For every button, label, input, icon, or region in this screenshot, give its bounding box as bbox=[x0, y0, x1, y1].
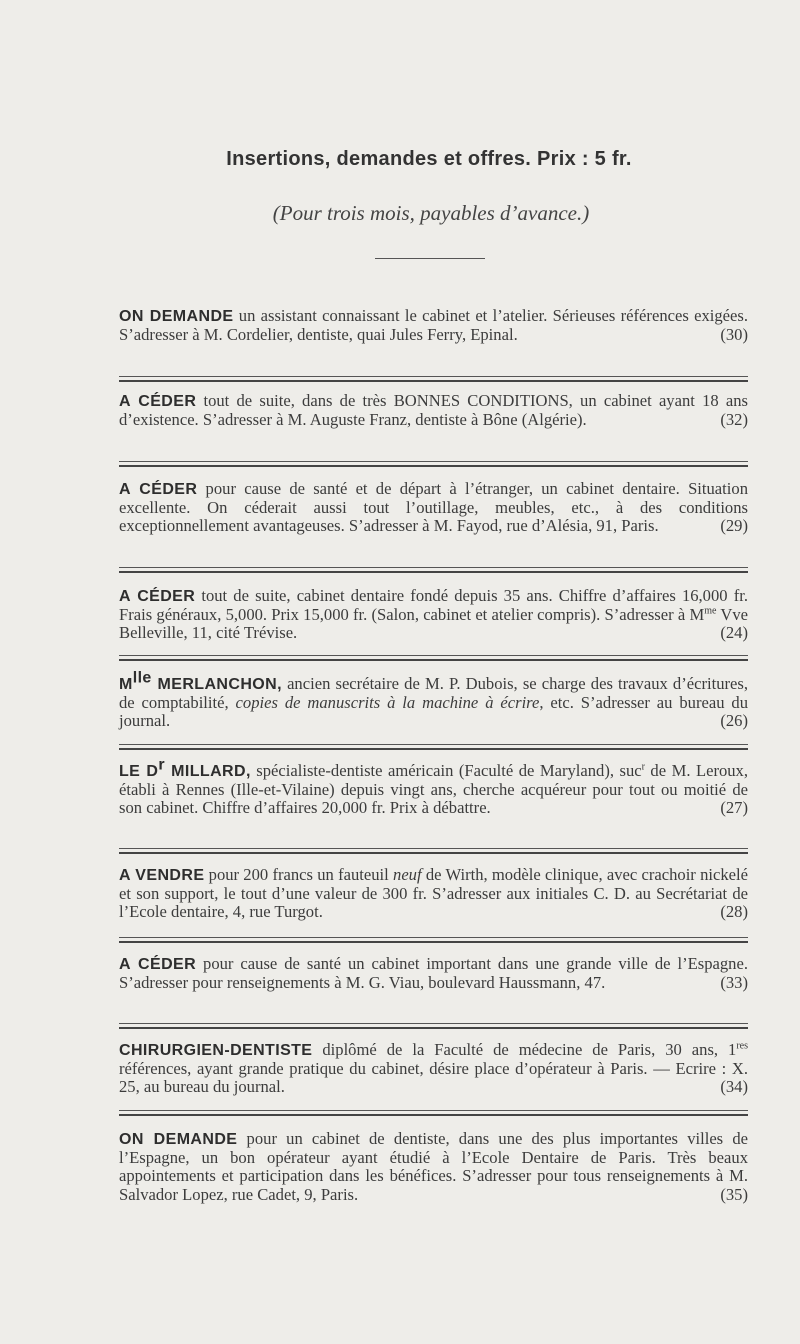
divider bbox=[119, 659, 748, 661]
ad-text: pour 200 francs un fauteuil bbox=[204, 865, 394, 884]
divider bbox=[119, 1114, 748, 1116]
ad-lead: A VENDRE bbox=[119, 867, 205, 884]
ad-lead: A CÉDER bbox=[119, 481, 198, 498]
ad-italic-text: neuf bbox=[393, 865, 422, 884]
divider bbox=[119, 380, 748, 382]
classified-ad-4 bbox=[119, 587, 748, 643]
ad-lead: CHIRURGIEN-DENTISTE bbox=[119, 1042, 313, 1059]
page-title: Insertions, demandes et offres. Prix : 5 fr. bbox=[226, 148, 632, 170]
ad-superscript: res bbox=[736, 1040, 748, 1052]
ad-reference: (30) bbox=[720, 325, 748, 345]
ad-lead: A CÉDER bbox=[119, 956, 197, 973]
divider bbox=[119, 848, 748, 849]
divider bbox=[119, 655, 748, 656]
classified-ad-3 bbox=[119, 480, 748, 536]
ad-lead-superscript: lle bbox=[132, 669, 152, 687]
divider bbox=[119, 461, 748, 462]
divider bbox=[119, 465, 748, 467]
ad-lead: A CÉDER bbox=[119, 393, 197, 410]
ad-text: ancien secrétaire de M. P. Dubois, se charge des travaux d’écritures, de comptabilité, bbox=[119, 674, 748, 713]
ad-text-continued: de M. Leroux, établi à Rennes (Ille-et-Vilaine) depuis vingt ans, cherche acquéreur pour tout ou moitié de son cabinet. Chiffre d’affaires 20,000 fr. Prix à débattre. bbox=[119, 761, 749, 818]
ad-superscript: r bbox=[641, 761, 645, 773]
divider bbox=[119, 571, 748, 573]
ad-reference: (35) bbox=[720, 1184, 748, 1204]
ad-text-continued: de Wirth, modèle clinique, avec crachoir nickelé et son support, le tout d’une valeur de 300 fr. S’adresser aux initiales C. D. au Secrétariat de l’Ecole dentaire, 4, rue Turgot. bbox=[119, 865, 748, 922]
ad-text-continued: Vve Belleville, 11, cité Trévise. bbox=[119, 605, 748, 643]
classified-ad-2 bbox=[119, 392, 748, 429]
ad-reference: (28) bbox=[720, 902, 748, 922]
divider bbox=[119, 567, 748, 568]
divider bbox=[119, 376, 748, 377]
divider bbox=[119, 744, 748, 745]
title-divider bbox=[375, 258, 485, 259]
classified-ad-5 bbox=[119, 669, 748, 731]
classified-ad-7 bbox=[119, 866, 748, 922]
ad-lead-prefix: LE D bbox=[119, 763, 159, 780]
ad-text: pour un cabinet de dentiste, dans une des plus importantes villes de l’Espagne, un bon opérateur ayant étudié à l’Ecole Dentaire de Paris. Très beaux appointements et participation dans les bénéfices. S’adresser pour tous renseignements à M. Salvador Lopez, rue Cadet, 9, Paris. bbox=[119, 1129, 748, 1204]
ad-reference: (29) bbox=[720, 516, 748, 536]
ad-reference: (27) bbox=[720, 798, 748, 818]
divider bbox=[119, 748, 748, 750]
classified-ad-6 bbox=[119, 756, 749, 818]
classified-ad-1 bbox=[119, 307, 748, 344]
ad-reference: (34) bbox=[720, 1077, 748, 1097]
ad-lead: ON DEMANDE bbox=[119, 1131, 238, 1148]
ad-reference: (33) bbox=[720, 973, 748, 993]
divider bbox=[119, 937, 748, 938]
ad-lead-superscript: r bbox=[158, 756, 166, 774]
ad-text: pour cause de santé un cabinet important dans une grande ville de l’Espagne. S’adresser pour renseignements à M. G. Viau, boulevard Haussmann, 47. bbox=[119, 954, 748, 993]
divider bbox=[119, 852, 748, 854]
ad-superscript: me bbox=[704, 605, 717, 617]
ad-lead: ON DEMANDE bbox=[119, 308, 234, 325]
ad-text: tout de suite, cabinet dentaire fondé depuis 35 ans. Chiffre d’affaires 16,000 fr. Frais généraux, 5,000. Prix 15,000 fr. (Salon, cabinet et atelier compris). S’adresser à M bbox=[119, 586, 748, 625]
ad-text: tout de suite, dans de très BONNES CONDITIONS, un cabinet ayant 18 ans d’existence. S’adresser à M. Auguste Franz, dentiste à Bône (Algérie). bbox=[119, 391, 748, 430]
divider bbox=[119, 1027, 748, 1029]
classified-ad-10 bbox=[119, 1130, 748, 1204]
ad-reference: (24) bbox=[720, 623, 748, 643]
ad-reference: (32) bbox=[720, 410, 748, 430]
ad-text: diplômé de la Faculté de médecine de Paris, 30 ans, 1 bbox=[312, 1040, 737, 1059]
ad-italic-text: copies de manuscrits à la machine à écrire bbox=[235, 693, 540, 713]
divider bbox=[119, 941, 748, 943]
divider bbox=[119, 1023, 748, 1024]
page-subtitle: (Pour trois mois, payables d’avance.) bbox=[272, 201, 590, 225]
ad-reference: (26) bbox=[720, 711, 748, 731]
ad-text: spécialiste-dentiste américain (Faculté de Maryland), suc bbox=[250, 761, 642, 780]
ad-text: pour cause de santé et de départ à l’étranger, un cabinet dentaire. Situation excellente. On céderait aussi tout l’outillage, meubles, etc., à des conditions exceptionnellement avantageuses. S’adresser à M. Fayod, rue d’Alésia, 91, Paris. bbox=[119, 479, 748, 536]
classified-ad-9 bbox=[119, 1041, 748, 1097]
ad-text: un assistant connaissant le cabinet et l’atelier. Sérieuses références exigées. S’adresser à M. Cordelier, dentiste, quai Jules Ferry, Epinal. bbox=[119, 306, 748, 345]
ad-text-continued: références, ayant grande pratique du cabinet, désire place d’opérateur à Paris. — Ecrire : X. 25, au bureau du journal. bbox=[119, 1059, 748, 1097]
ad-lead: MILLARD, bbox=[165, 763, 251, 780]
ad-lead: A CÉDER bbox=[119, 588, 196, 605]
ad-text-continued: , etc. S’adresser au bureau du journal. bbox=[119, 693, 748, 731]
divider bbox=[119, 1110, 748, 1111]
classified-ad-8 bbox=[119, 955, 748, 992]
ad-lead-prefix: M bbox=[119, 676, 133, 693]
ad-lead: MERLANCHON, bbox=[151, 676, 282, 693]
